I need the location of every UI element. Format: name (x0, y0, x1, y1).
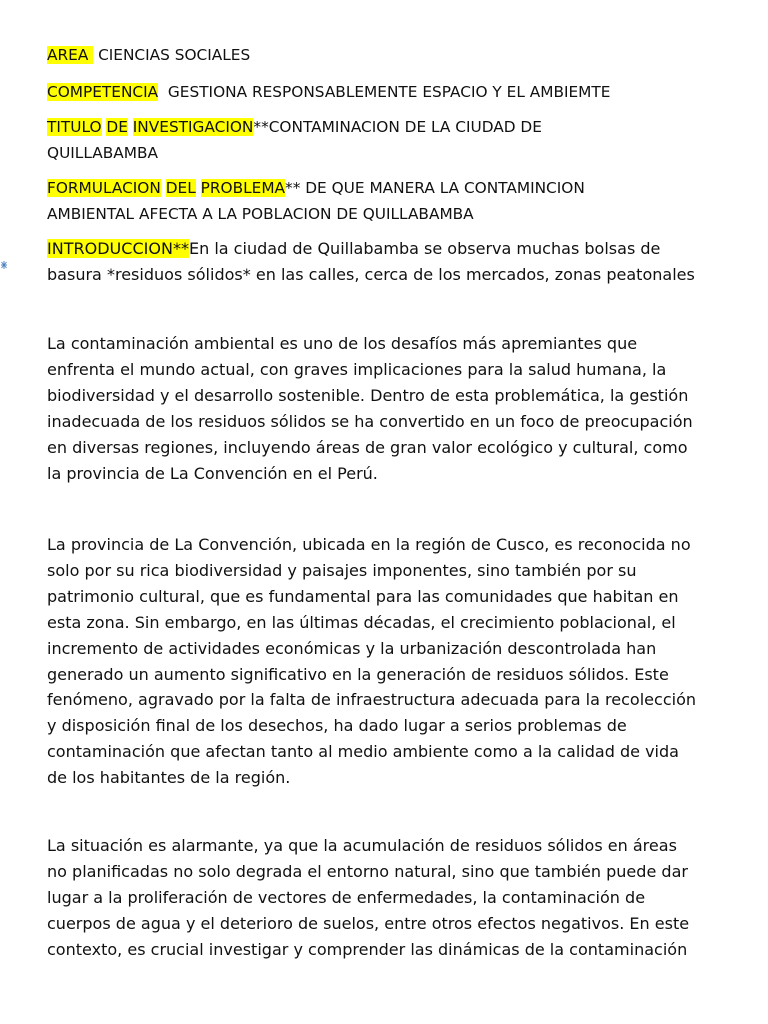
paragraph-line: incremento de actividades económicas y la urbanización descontrolada han (47, 638, 657, 658)
area-line (47, 42, 727, 68)
titulo-line-2 (47, 140, 727, 166)
paragraph-line: contexto, es crucial investigar y comprender las dinámicas de la contaminación (47, 939, 688, 959)
titulo-label-3: INVESTIGACION (132, 118, 254, 136)
titulo-value-2: QUILLABAMBA (47, 144, 158, 162)
paragraph-line: fenómeno, agravado por la falta de infraestructura adecuada para la recolección (47, 690, 697, 710)
paragraph-line: La contaminación ambiental es uno de los desafíos más apremiantes que (47, 334, 638, 353)
titulo-label-1: TITULO (47, 118, 102, 136)
paragraph-line: biodiversidad y el desarrollo sostenible. Dentro de esta problemática, la gestión (47, 385, 689, 405)
paragraph-line: contaminación que afectan tanto al medio ambiente como a la calidad de vida (47, 742, 679, 762)
introduccion-line-2 (47, 262, 727, 288)
titulo-label-2: DE (106, 118, 128, 136)
formulacion-value-2: AMBIENTAL AFECTA A LA POBLACION DE QUILLABAMBA (47, 205, 474, 223)
paragraph-line: patrimonio cultural, que es fundamental para las comunidades que habitan en (47, 586, 679, 606)
area-label: AREA (47, 46, 89, 64)
introduccion-label: INTRODUCCION** (47, 239, 189, 258)
paragraph-line: cuerpos de agua y el deterioro de suelos, entre otros efectos negativos. En este (47, 913, 690, 933)
paragraph-line: esta zona. Sin embargo, en las últimas décadas, el crecimiento poblacional, el (47, 612, 676, 632)
competencia-line (47, 79, 727, 105)
formulacion-line-1 (47, 175, 727, 201)
paragraph-anchor-icon (0, 258, 8, 272)
introduccion-value-1: En la ciudad de Quillabamba se observa muchas bolsas de (188, 239, 661, 258)
competencia-label: COMPETENCIA (47, 83, 159, 101)
paragraph-line: enfrenta el mundo actual, con graves implicaciones para la salud humana, la (47, 359, 667, 379)
titulo-line-1 (47, 114, 727, 140)
paragraph-line: inadecuada de los residuos sólidos se ha convertido en un foco de preocupación (47, 411, 693, 431)
area-value: CIENCIAS SOCIALES (98, 46, 251, 64)
paragraph-line: de los habitantes de la región. (47, 768, 291, 788)
formulacion-line-2 (47, 201, 727, 227)
paragraph-line: generado un aumento significativo en la generación de residuos sólidos. Este (47, 664, 669, 684)
formulacion-label-1: FORMULACION (47, 179, 161, 197)
formulacion-value-1: ** DE QUE MANERA LA CONTAMINCION (285, 179, 585, 197)
formulacion-label-3: PROBLEMA (200, 179, 286, 197)
competencia-value: GESTIONA RESPONSABLEMENTE ESPACIO Y EL AMBIEMTE (167, 83, 611, 101)
paragraph-3 (47, 833, 727, 963)
paragraph-line: lugar a la proliferación de vectores de enfermedades, la contaminación de (47, 887, 646, 907)
paragraph-line: la provincia de La Convención en el Perú. (47, 463, 378, 483)
paragraph-line: La provincia de La Convención, ubicada en la región de Cusco, es reconocida no (47, 535, 691, 554)
formulacion-label-2: DEL (165, 179, 196, 197)
paragraph-line: solo por su rica biodiversidad y paisajes imponentes, sino también por su (47, 560, 637, 580)
paragraph-line: La situación es alarmante, ya que la acumulación de residuos sólidos en áreas (47, 836, 677, 855)
paragraph-line: no planificadas no solo degrada el entorno natural, sino que también puede dar (47, 861, 688, 881)
titulo-value-1: **CONTAMINACION DE LA CIUDAD DE (253, 118, 542, 136)
paragraph-line: y disposición final de los desechos, ha dado lugar a serios problemas de (47, 716, 627, 736)
introduccion-line-1 (47, 236, 727, 262)
paragraph-line: en diversas regiones, incluyendo áreas de gran valor ecológico y cultural, como (47, 437, 688, 457)
paragraph-2 (47, 532, 727, 791)
paragraph-1 (47, 331, 727, 486)
introduccion-value-2: basura *residuos sólidos* en las calles, cerca de los mercados, zonas peatonales (47, 265, 695, 284)
